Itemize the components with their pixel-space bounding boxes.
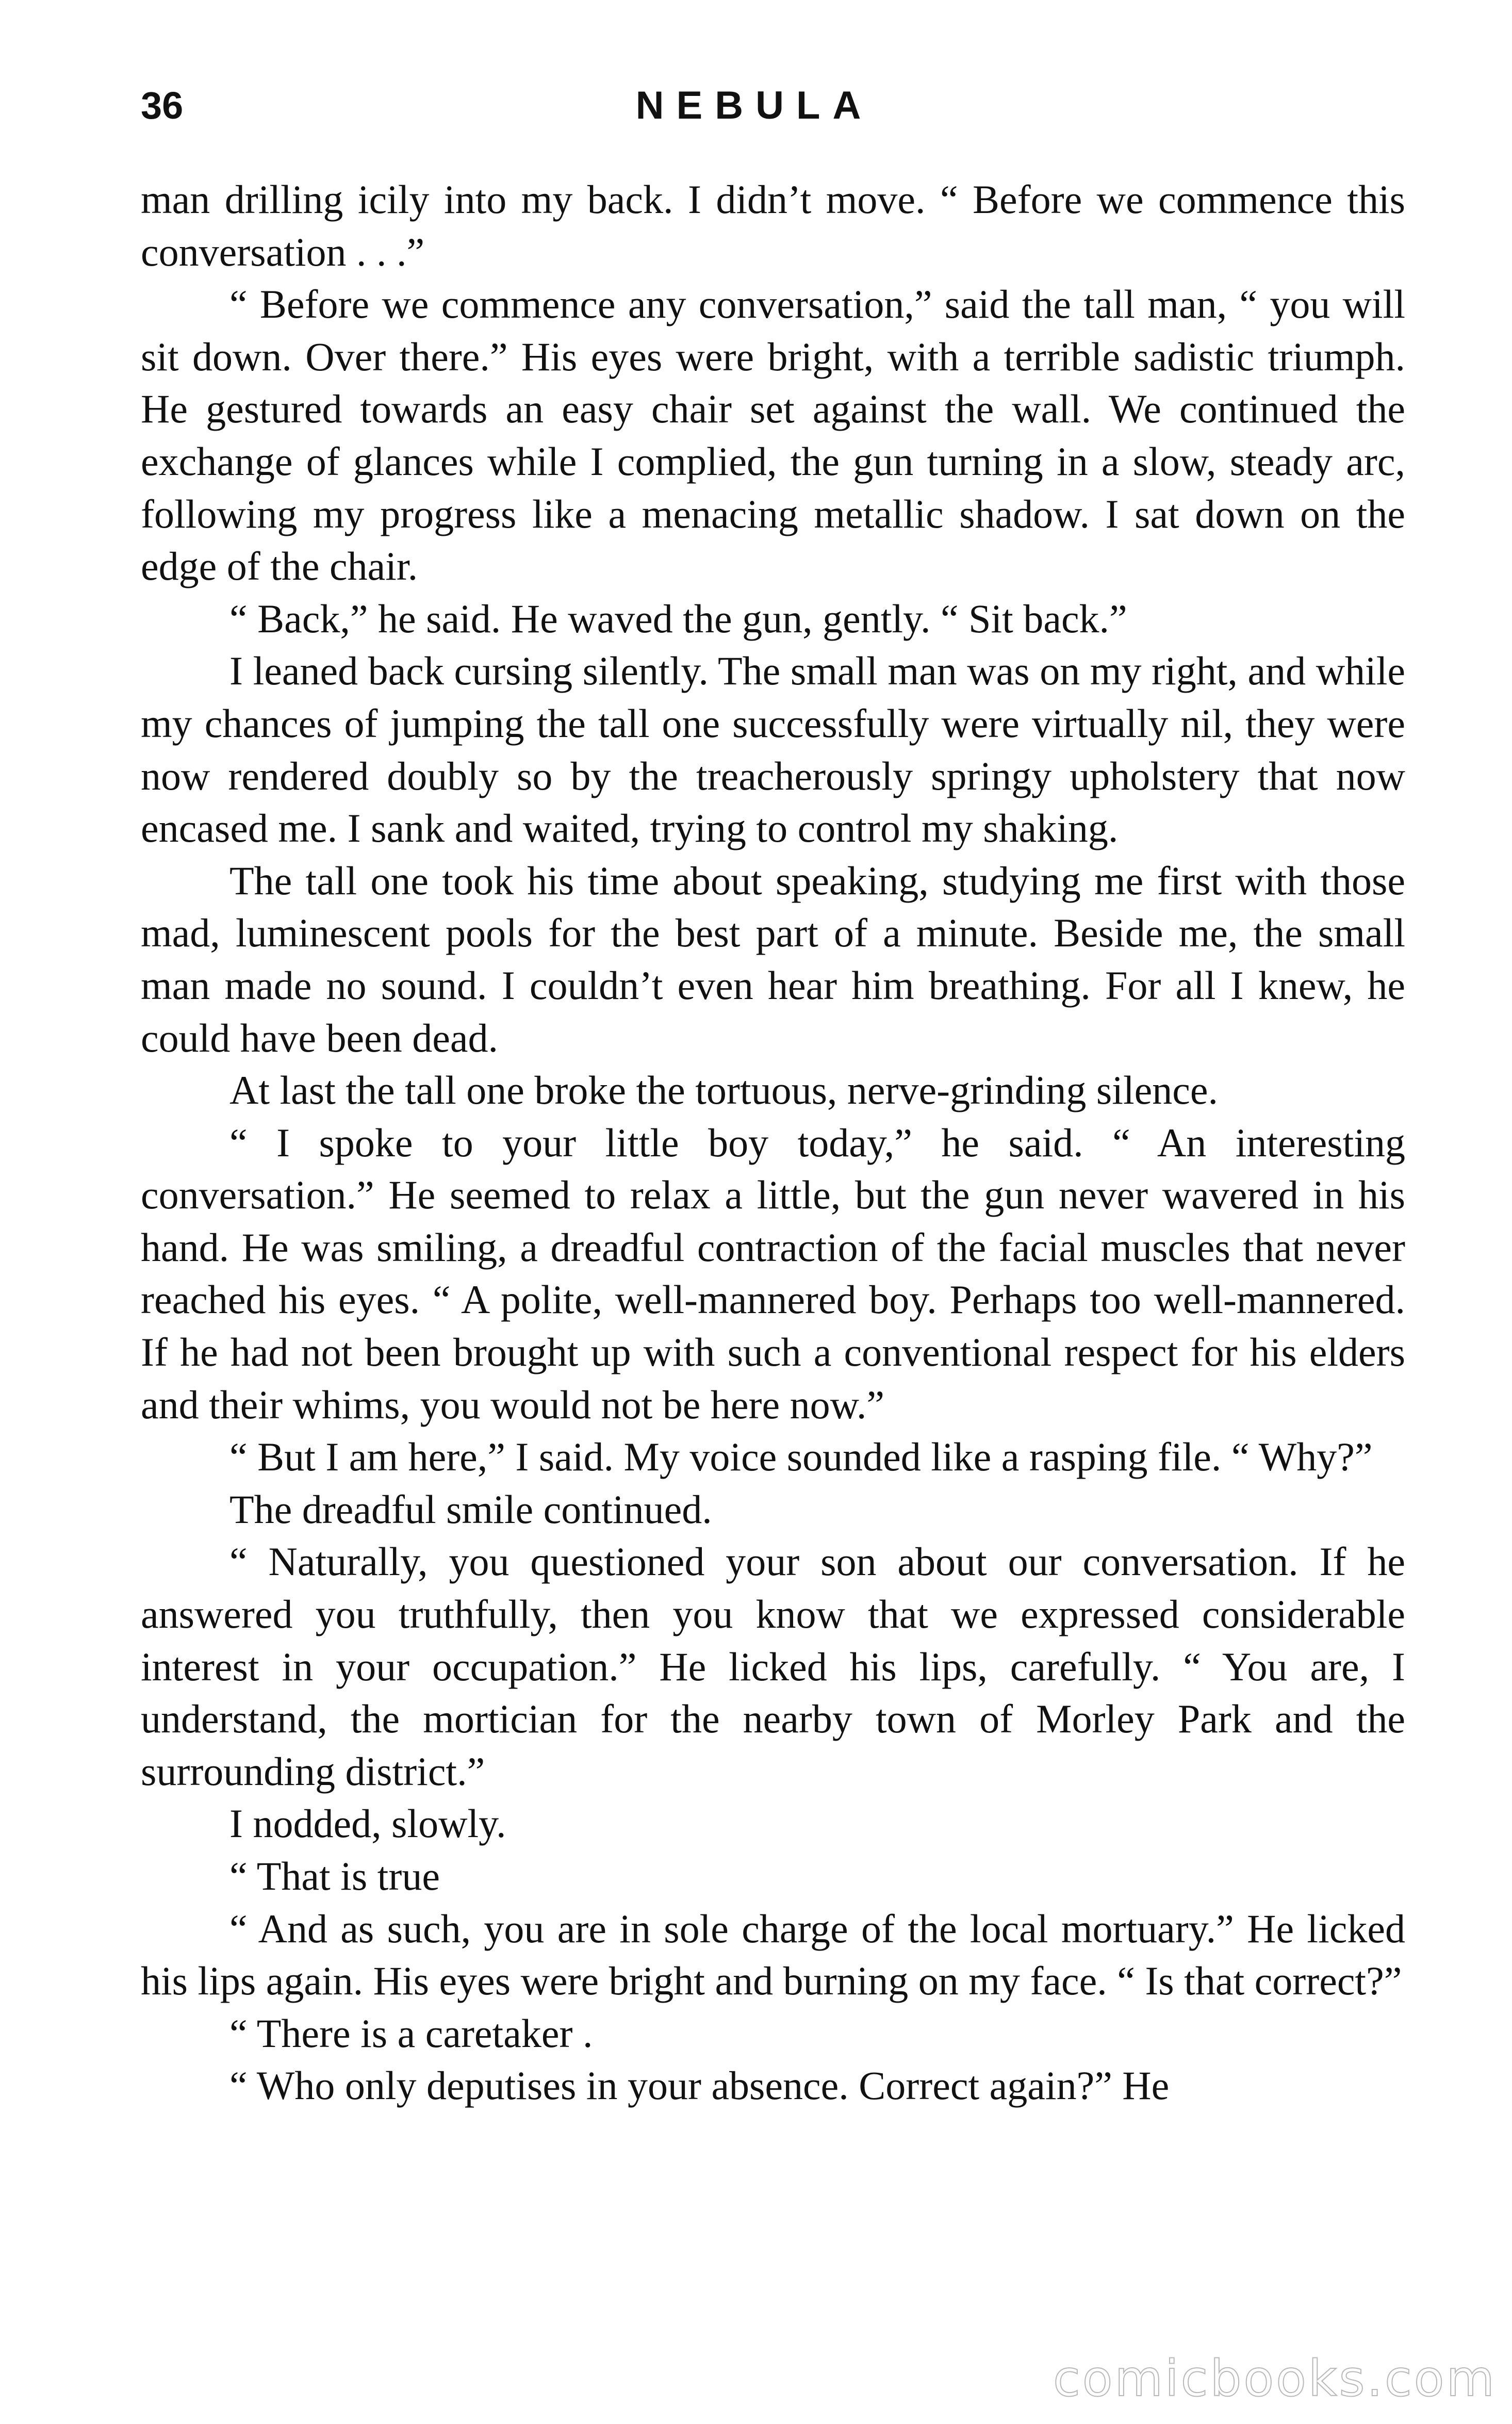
paragraph: I nodded, slowly.: [229, 1801, 506, 1846]
paragraph: “ Before we commence any conversation,” said the tall man, “ you will sit down. Over there.” His eyes were bright, with a terrible sadistic triumph. He gestured towards an easy chair set against the wall. We continued the exchange of glances while I complied, the gun turning in a slow, steady arc, following my progress like a menacing metallic shadow. I sat down on the edge of the chair.: [141, 282, 1405, 589]
page-number: 36: [141, 84, 184, 127]
page-header: [141, 77, 1368, 134]
paragraph: “ There is a caretaker .: [229, 2010, 593, 2056]
paragraph: “ And as such, you are in sole charge of the local mortuary.” He licked his lips again. His eyes were bright and burning on my face. “ Is that correct?”: [141, 1906, 1405, 2004]
paragraph: “ Who only deputises in your absence. Correct again?” He: [229, 2063, 1170, 2108]
paragraph: I leaned back cursing silently. The small man was on my right, and while my chances of jumping the tall one successfully were virtually nil, they were now rendered doubly so by the treacherously springy upholstery that now encased me. I sank and waited, trying to control my shaking.: [141, 648, 1405, 851]
running-title: NEBULA: [635, 84, 874, 127]
paragraph: The tall one took his time about speaking, studying me first with those mad, luminescent pools for the best part of a minute. Beside me, the small man made no sound. I couldn’t even hear him breathing. For all I knew, he could have been dead.: [141, 858, 1405, 1060]
paragraph: At last the tall one broke the tortuous, nerve-grinding silence.: [229, 1068, 1218, 1113]
paragraph: “ Naturally, you questioned your son about our conversation. If he answered you truthfully, then you know that we expressed considerable interest in your occupation.” He licked his lips, carefully. “ You are, I understand, the mortician for the nearby town of Morley Park and the surrounding district.”: [141, 1539, 1405, 1794]
body-text: [141, 173, 1405, 2112]
paragraph: “ Back,” he said. He waved the gun, gently. “ Sit back.”: [229, 596, 1127, 641]
watermark: comicbooks.com: [1053, 2350, 1497, 2407]
paragraph: The dreadful smile continued.: [229, 1486, 712, 1532]
paragraph: “ But I am here,” I said. My voice sounded like a rasping file. “ Why?”: [229, 1434, 1373, 1480]
paragraph: “ I spoke to your little boy today,” he said. “ An interesting conversation.” He seemed to relax a little, but the gun never wavered in his hand. He was smiling, a dreadful contraction of the facial muscles that never reached his eyes. “ A polite, well-mannered boy. Perhaps too well-mannered. If he had not been brought up with such a conventional respect for his elders and their whims, you would not be here now.”: [141, 1120, 1405, 1427]
paragraph: “ That is true: [229, 1854, 440, 1898]
paragraph: man drilling icily into my back. I didn’t move. “ Before we commence this conversation . . .”: [141, 177, 1405, 274]
